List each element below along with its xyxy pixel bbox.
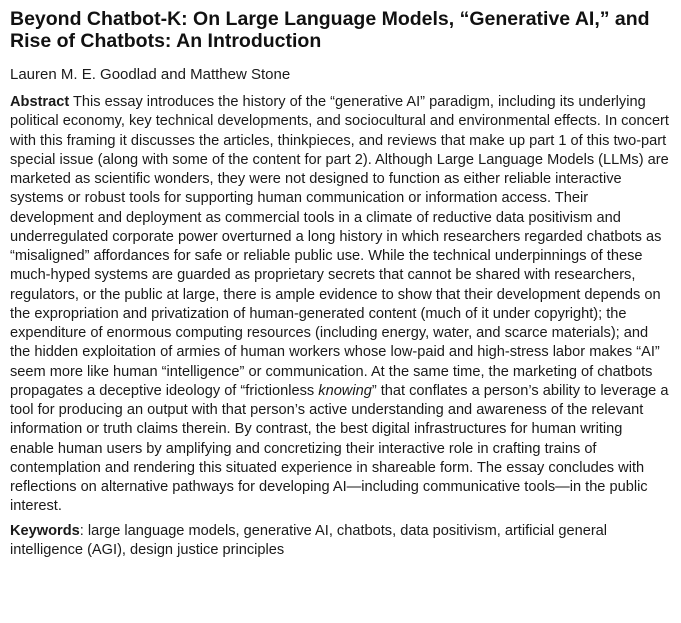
abstract-paragraph xyxy=(10,93,670,517)
article-authors: Lauren M. E. Goodlad and Matthew Stone xyxy=(10,66,291,83)
keywords-text: : large language models, generative AI, chatbots, data positivism, artificial general intelligence (AGI), design justice principles xyxy=(10,522,608,558)
keywords-paragraph xyxy=(10,522,670,560)
article-page xyxy=(10,8,670,560)
keywords-label: Keywords xyxy=(10,522,80,539)
abstract-emphasis: knowing xyxy=(318,382,372,399)
abstract-text-part-2: ” that conflates a person’s ability to leverage a tool for producing an output with that person’s active understanding and awareness of the relevant information or truth claims therein. By contrast, the best digital infrastructures for human writing enable human users by amplifying and concretizing their interactive role in crafting trains of contemplation and rendering this situated experience in shareable form. The essay concludes with reflections on alternative pathways for developing AI—including communicative tools—in the public interest. xyxy=(10,382,669,515)
abstract-text-part-1: This essay introduces the history of the “generative AI” paradigm, including its underlying political economy, key technical developments, and sociocultural and environmental effects. In concert with this framing it discusses the articles, thinkpieces, and reviews that make up part 1 of this two-part special issue (along with some of the content for part 2). Although Large Language Models (LLMs) are marketed as scientific wonders, they were not designed to function as either reliable interactive systems or robust tools for supporting human communication or information access. Their development and deployment as commercial tools in a climate of reductive data positivism and underregulated corporate power overturned a long history in which researchers regarded chatbots as “misaligned” affordances for safe or reliable public use. While the technical underpinnings of these much-hyped systems are guarded as proprietary secrets that cannot be shared with researchers, regulators, or the public at large, there is ample evidence to show that their development depends on the expropriation and privatization of human-generated content (much of it under copyright); the expenditure of enormous computing resources (including energy, water, and scarce materials); and the hidden exploitation of armies of human workers whose low-paid and high-stress labor makes “AI” seem more like human “intelligence” or communication. At the same time, the marketing of chatbots propagates a deceptive ideology of “frictionless xyxy=(10,94,669,399)
article-title: Beyond Chatbot-K: On Large Language Models, “Generative AI,” and Rise of Chatbots: An Introduction xyxy=(10,8,650,52)
abstract-label: Abstract xyxy=(10,94,70,110)
